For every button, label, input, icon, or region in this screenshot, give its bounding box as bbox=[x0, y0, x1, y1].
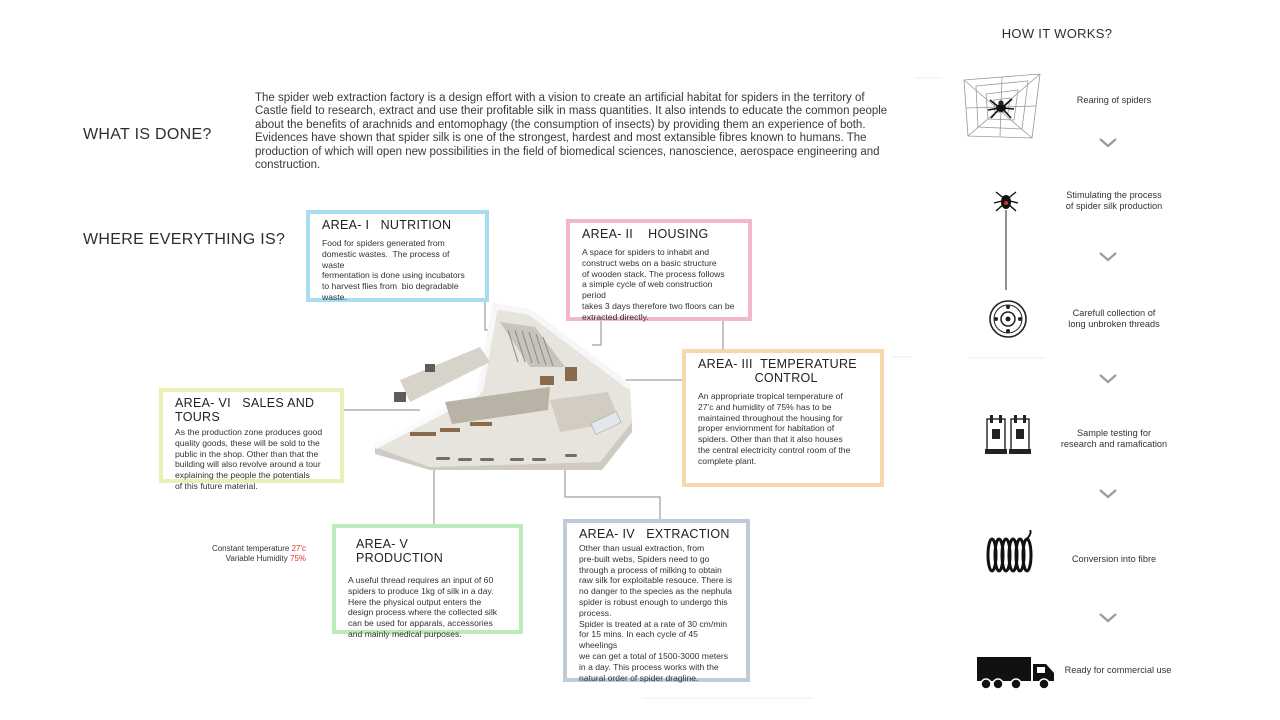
step-testing-label: Sample testing for research and ramafication bbox=[1060, 428, 1168, 449]
area-sales-box bbox=[159, 388, 344, 491]
area-housing-box bbox=[566, 219, 752, 321]
temperature-label: Constant temperature bbox=[211, 544, 290, 553]
chevron-down-icon bbox=[1098, 251, 1118, 263]
intro-paragraph: The spider web extraction factory is a design effort with a vision to create an artificial habitat for spiders in the territory of Castle field to research, extract and use their profitable silk in mass quantities. It also intends to educate the common people about the benefits of arachnids and entomophagy (the consumption of insects) by providing them an experience of both. Evidences have shown that spider silk is one of the strongest, hardest and most extansible fibres known to humans. The production of which will open new possibilities in the field of biomedical sciences, nanoscience, aerospace engineering and construction. bbox=[255, 92, 888, 172]
area-nutrition-text: Food for spiders generated from domestic wastes. The process of waste fermentation is done using incubators to harvest flies from bio degradable waste. bbox=[322, 238, 465, 302]
testing-machine-icon bbox=[985, 415, 1033, 455]
chevron-down-icon bbox=[1098, 612, 1118, 624]
fibre-coil-icon bbox=[986, 530, 1034, 578]
step-commercial-label: Ready for commercial use bbox=[1064, 665, 1172, 675]
temperature-value: 27'c bbox=[291, 544, 306, 553]
truck-icon bbox=[976, 655, 1056, 691]
area-housing-title: AREA- II HOUSING bbox=[582, 227, 709, 241]
chevron-down-icon bbox=[1098, 488, 1118, 500]
area-production-title: AREA- V PRODUCTION bbox=[356, 537, 444, 565]
area-sales-text: As the production zone produces good quality goods, these will be sold to the public in the shop. Other than that the building will also revolve around a tour explaining the people the potentials of this future material. bbox=[175, 427, 323, 491]
humidity-label: Variable Humidity bbox=[225, 553, 288, 563]
area-temperature-title: AREA- III TEMPERATURE CONTROL bbox=[698, 357, 857, 385]
step-collection-label: Carefull collection of long unbroken threads bbox=[1068, 308, 1160, 329]
spider-web-icon bbox=[962, 72, 1044, 142]
silk-reel-icon bbox=[988, 299, 1028, 339]
chevron-down-icon bbox=[1098, 137, 1118, 149]
step-stimulating-label: Stimulating the process of spider silk production bbox=[1065, 190, 1163, 211]
conditions-note bbox=[186, 544, 306, 563]
area-extraction-box bbox=[563, 519, 750, 682]
area-nutrition-box bbox=[306, 210, 489, 302]
how-it-works-heading: HOW IT WORKS? bbox=[1001, 26, 1113, 41]
area-housing-text: A space for spiders to inhabit and construct webs on a basic structure of wooden stack. The process follows a simple cycle of web construction period takes 3 days therefore two floors can be extracted directly. bbox=[582, 247, 735, 322]
area-sales-title: AREA- VI SALES AND TOURS bbox=[175, 396, 318, 424]
hanging-spider-icon bbox=[990, 186, 1022, 292]
chevron-down-icon bbox=[1098, 373, 1118, 385]
area-extraction-title: AREA- IV EXTRACTION bbox=[579, 527, 730, 541]
area-production-box bbox=[332, 524, 523, 639]
what-is-done-heading: WHAT IS DONE? bbox=[83, 126, 212, 143]
humidity-value: 75% bbox=[289, 553, 306, 563]
area-temperature-text: An appropriate tropical temperature of 27'c and humidity of 75% has to be maintained throughout the housing for proper enviornment for habitation of spiders. Other than that it also houses the central electricity control room of the complete plant. bbox=[698, 391, 851, 466]
step-rearing-label: Rearing of spiders bbox=[1076, 95, 1152, 105]
where-everything-is-heading: WHERE EVERYTHING IS? bbox=[83, 231, 286, 248]
area-production-text: A useful thread requires an input of 60 spiders to produce 1kg of silk in a day. Here the physical output enters the design process where the collected silk can be used for apparals, accessories and mainly medical purposes. bbox=[348, 575, 498, 639]
area-temperature-box bbox=[682, 349, 884, 487]
area-nutrition-title: AREA- I NUTRITION bbox=[322, 218, 452, 232]
step-conversion-label: Conversion into fibre bbox=[1071, 554, 1157, 564]
area-extraction-text: Other than usual extraction, from pre-built webs, Spiders need to go through a process of milking to obtain raw silk for exploitable resouce. There is no danger to the species as the nephula spider is robust enough to undergo this process. Spider is treated at a rate of 30 cm/min for 15 mins. In each cycle of 45 wheelings we can get a total of 1500-3000 meters in a day. This process works with the natural order of spider dragline. bbox=[579, 543, 733, 683]
